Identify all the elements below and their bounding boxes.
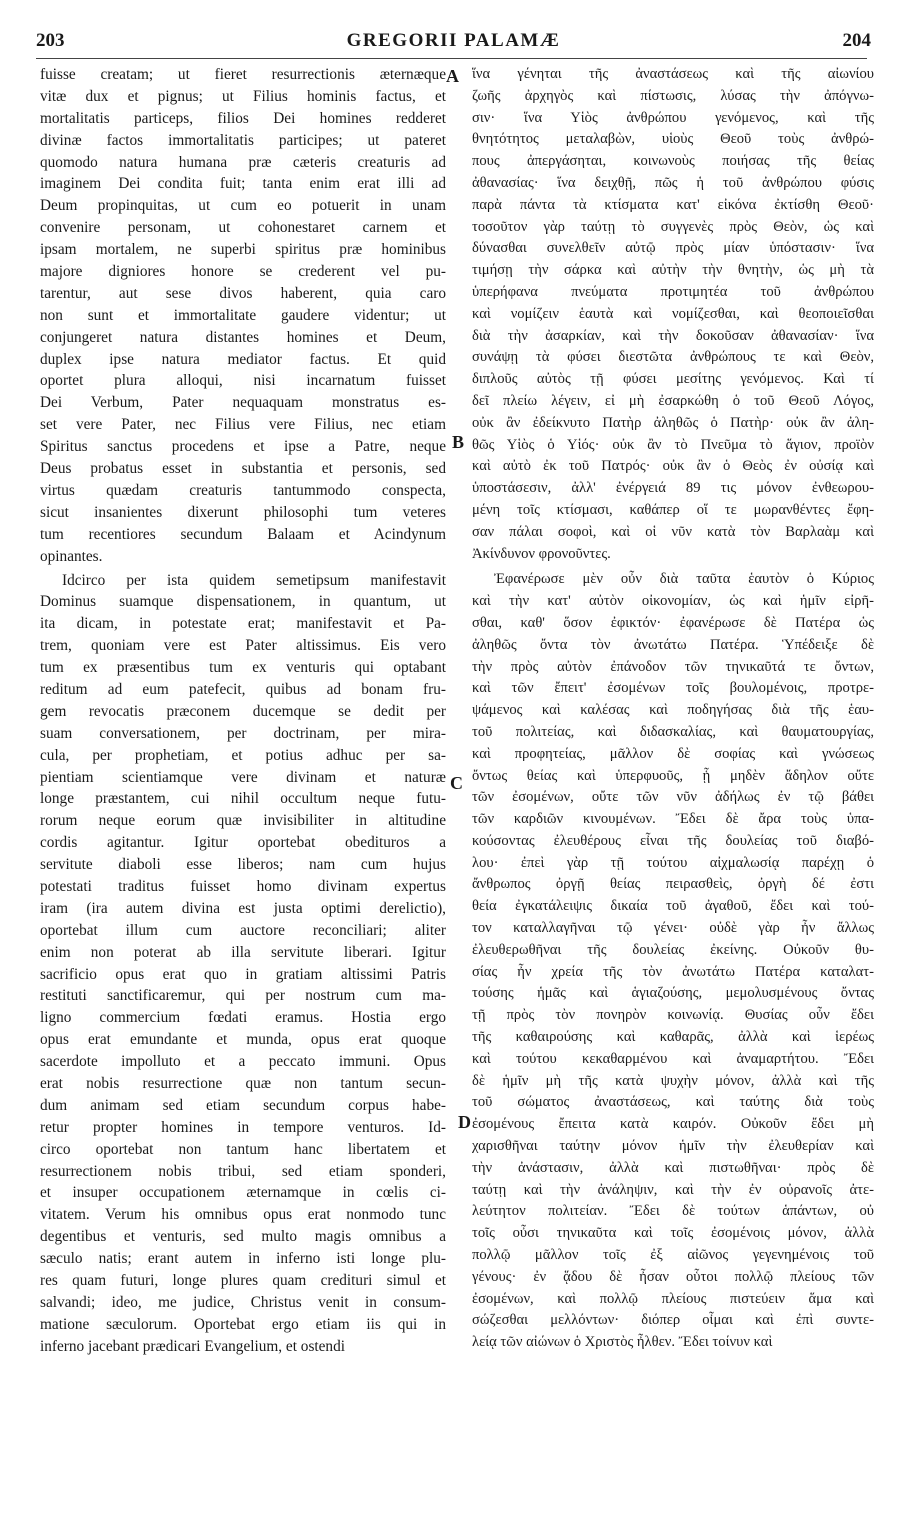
latin-text-line: Dei Verbum, Pater nequaquam monstratus es- bbox=[40, 394, 446, 412]
greek-text-line: καὶ νομίζειν ἑαυτὰ καὶ νομίζεσθαι, καὶ θεοποιεῖσθαι bbox=[472, 305, 874, 322]
latin-paragraph-2 bbox=[40, 570, 446, 1358]
greek-text-line: τιμήσῃ τὴν σάρκα καὶ αὐτὴν τὴν θνητὴν, ὡς μὴ τὰ bbox=[472, 262, 874, 279]
latin-text-line: sacrificio opus erat quo in gratiam altissimi Patris bbox=[40, 965, 446, 983]
latin-text-line: sicut insanientes dixerunt philosophi tum veteres bbox=[40, 503, 446, 521]
greek-text-line: τοσοῦτον γὰρ ταύτῃ τὸ συγγενὲς πρὸς Θεὸν, ὡς καὶ bbox=[472, 218, 874, 235]
latin-text-line: trem, quoniam vere est Pater altissimus. Eis vero bbox=[40, 637, 446, 655]
latin-text-line: cordis agitantur. Igitur oportebat obedituros a bbox=[40, 834, 446, 852]
greek-text-line: παρὰ πάντα τὰ κτίσματα κατ' εἰκόνα ἐκτίσθη Θεοῦ· bbox=[472, 196, 874, 213]
greek-text-line: σώζεσθαι μελλόντων· διόπερ οἶμαι καὶ ἐπὶ συντε- bbox=[472, 1312, 874, 1329]
greek-text-line: μένη τοῖς κτίσμασι, καθάπερ οἵ τε μωρανθέντες ἔφη- bbox=[472, 501, 874, 518]
latin-text-line: longe præstantem, cui nihil occultum neque futu- bbox=[40, 790, 446, 808]
greek-text-line: δεῖ πλείω λέγειν, εἰ μὴ ἐσαρκώθη ὁ τοῦ Θεοῦ Λόγος, bbox=[472, 392, 874, 409]
greek-text-line: καὶ αὐτὸ ἐκ τοῦ Πατρός· οὐκ ἂν ὁ Θεὸς ἐν οὐσίᾳ καὶ bbox=[472, 458, 874, 475]
latin-text-line: oportebat illum cum auctore reconciliari; aliter bbox=[40, 921, 446, 939]
margin-mark-d: D bbox=[458, 1112, 471, 1132]
latin-text-line: res quam futuri, longe plures quam credituri simul et bbox=[40, 1272, 446, 1289]
latin-text-line: Dominus suamque dispensationem, in quantum, ut bbox=[40, 593, 446, 611]
margin-mark-c: C bbox=[450, 773, 463, 793]
latin-text-line: non sunt et immortalitate gaudere videntur; ut bbox=[40, 306, 446, 324]
latin-text-line: opinantes. bbox=[40, 547, 103, 565]
latin-text-line: ipsam mortalem, ne superbi spiritus præ hominibus bbox=[40, 241, 446, 259]
greek-text-line: λείᾳ τῶν αἰώνων ὁ Χριστὸς ἦλθεν. Ἔδει τοίνυν καὶ bbox=[472, 1334, 773, 1351]
greek-text-line: θνητότητος μεταλαβὼν, υἱοὺς Θεοῦ τοὺς ἀνθρώ- bbox=[472, 131, 874, 148]
greek-text-line: ὑπερήφανα πνεύματα προτιμητέα τοῦ ἀνθρώπου bbox=[472, 283, 874, 300]
greek-text-line: συνάψῃ τὰ φύσει διεστῶτα ἀνθρώπους τε καὶ Θεὸν, bbox=[472, 349, 874, 366]
latin-text-line: virtus quædam creaturis tantummodo conspecta, bbox=[40, 481, 446, 499]
greek-text-line: τοῦ πολιτείας, καὶ διδασκαλίας, καὶ θαυματουργίας, bbox=[472, 723, 874, 740]
greek-text-line: ἐσομένους ἔπειτα κατὰ καιρόν. Οὐκοῦν ἔδει μὴ bbox=[472, 1116, 874, 1133]
greek-text-line: δύνασθαι συνελθεῖν αὐτῷ πρὸς μίαν ὑπόστασιν· ἵνα bbox=[472, 240, 874, 257]
latin-column bbox=[40, 64, 446, 1358]
latin-text-line: tarentur, aut sese divos haberent, quia caro bbox=[40, 284, 446, 302]
latin-text-line: tum ex præsentibus tum ex venturis qui optabant bbox=[40, 659, 446, 677]
greek-text-line: γένους· ἐν ᾅδου δὲ ἦσαν οὗτοι πολλῷ πλείους τῶν bbox=[472, 1268, 874, 1285]
greek-text-line: καὶ τούτου κεκαθαρμένου καὶ ἀναμαρτήτου. Ἔδει bbox=[472, 1050, 874, 1067]
latin-text-line: potestati traditus fuisset homo divinam expertus bbox=[40, 877, 446, 895]
latin-text-line: inferno jacebant prædicari Evangelium, et ostendi bbox=[40, 1337, 345, 1355]
latin-text-line: dum animam sed etiam secundum corpus habe- bbox=[40, 1096, 446, 1114]
greek-text-line: τῆς καθαιρούσης καὶ καθαρᾶς, ἀλλὰ καὶ ἱερέως bbox=[472, 1029, 874, 1046]
header-rule bbox=[36, 58, 867, 59]
latin-text-line: fuisse creatam; ut fieret resurrectionis æternæque bbox=[40, 66, 446, 83]
greek-text-line: καὶ τῶν ἔπειτ' ἐσομένων τοῖς βουλομένοις, προτρε- bbox=[472, 680, 874, 697]
greek-text-line: ταύτῃ καὶ τὴν ἀνάληψιν, καὶ τὴν ἐν οὐρανοῖς ἀτε- bbox=[472, 1181, 874, 1198]
greek-text-line: σίας ἦν χρεία τῆς τὸν ἀνωτάτω Πατέρα καταλατ- bbox=[472, 963, 874, 980]
latin-text-line: set vere Pater, nec Filius vere Filius, nec etiam bbox=[40, 416, 446, 434]
latin-text-line: conjungeret natura distantes homines et Deum, bbox=[40, 328, 446, 346]
greek-text-line: ὄντως θείας καὶ ὑπερφυοῦς, ᾗ μηδὲν ἄδηλον οὔτε bbox=[472, 767, 874, 784]
latin-text-line: opus erat emundante et munda, opus erat quoque bbox=[40, 1031, 446, 1049]
latin-text-line: erat nobis resurrectione quæ non tantum secun- bbox=[40, 1074, 446, 1092]
latin-text-line: degentibus et venturis, sed multo magis omnibus a bbox=[40, 1228, 446, 1246]
latin-text-line: ita dicam, in potestate erat; manifestavit et Pa- bbox=[40, 615, 446, 633]
greek-text-line: χαρισθῆναι ταύτην μόνον ἡμῖν τὴν ἐλευθερίαν καὶ bbox=[472, 1138, 874, 1155]
greek-text-line: ἐλευθερωθῆναι τῆς δουλείας ἐκείνης. Οὐκοῦν θυ- bbox=[472, 941, 874, 958]
latin-text-line: ligno commercium fœdati eramus. Hostia ergo bbox=[40, 1009, 446, 1027]
running-title: GREGORII PALAMÆ bbox=[346, 30, 561, 51]
greek-text-line: τοῦ σώματος ἀναστάσεως, καὶ ταύτης διὰ τοὺς bbox=[472, 1094, 874, 1111]
greek-text-line: ζωῆς ἀρχηγὸς καὶ πίστωσις, λύσας τὴν ἀπόγνω- bbox=[472, 87, 874, 104]
latin-text-line: vitatem. Verum his omnibus opus erat nonmodo tunc bbox=[40, 1206, 446, 1224]
greek-text-line: κούσοντας ἐλευθέρους εἶναι τῆς δουλείας τοῦ διαβό- bbox=[472, 832, 874, 849]
latin-text-line: Deus probatus esset in substantia et personis, sed bbox=[40, 460, 446, 478]
latin-text-line: convenire personam, ut cohonestaret carnem et bbox=[40, 219, 446, 237]
latin-text-line: pientiam scientiamque vere divinam et naturæ bbox=[40, 768, 446, 786]
latin-text-line: mortalitatis particeps, filios Dei homines redderet bbox=[40, 109, 446, 127]
latin-text-line: rorum neque eorum quæ invisibiliter in altitudine bbox=[40, 812, 446, 830]
greek-text-line: δὲ ἡμῖν μὴ τῆς κατὰ ψυχὴν μόνον, ἀλλὰ καὶ τῆς bbox=[472, 1072, 874, 1089]
greek-text-line: ὑποστάσεσιν, ἀλλ' ἐνέργειά 89 τις μόνον ἐνθεωρου- bbox=[472, 480, 874, 497]
greek-text-line: τῶν ἐσομένων, οὔτε τῶν νῦν ἀδήλως ἐν τῷ βάθει bbox=[472, 789, 874, 806]
greek-text-line: τούσης ἡμᾶς καὶ ἁγιαζούσης, μεμολυσμένους ὄντας bbox=[472, 985, 874, 1002]
latin-text-line: retur propter homines in tempore venturos. Id- bbox=[40, 1118, 446, 1136]
latin-text-line: Idcirco per ista quidem semetipsum manifestavit bbox=[62, 571, 446, 589]
greek-text-line: σαν πάλαι σοφοὶ, καὶ οἱ νῦν κατὰ τὸν Βαρλαὰμ καὶ bbox=[472, 523, 874, 540]
greek-text-line: τον καταλλαγῆναι τῷ γένει· οὐδὲ γὰρ ἦν ἄλλως bbox=[472, 920, 874, 937]
greek-text-line: πους ἀπεργάσηται, κοινωνοὺς ποιήσας τῆς θείας bbox=[472, 153, 874, 170]
latin-text-line: restituti sanctificaremur, qui per nostrum cum ma- bbox=[40, 987, 446, 1005]
greek-text-line: καὶ προφητείας, μᾶλλον δὲ σοφίας καὶ γνώσεως bbox=[472, 745, 874, 762]
greek-column bbox=[472, 64, 874, 1354]
greek-text-line: ἀληθῶς ὄντα τὸν ἀνωτάτω Πατέρα. Ὑπέδειξε δὲ bbox=[472, 636, 874, 653]
greek-text-line: ἄνθρωπος ὀργῇ θείας πειρασθεὶς, ὀργὴ δέ ἐστι bbox=[472, 876, 874, 893]
latin-paragraph-1 bbox=[40, 64, 446, 568]
greek-text-line: τὴν ἀνάστασιν, ἀλλὰ καὶ πιστωθῆναι· πρὸς δὲ bbox=[472, 1159, 874, 1176]
greek-text-line: θεία ἐγκατάλειψις δικαία τοῦ ἀγαθοῦ, ἔδει καὶ τού- bbox=[472, 898, 874, 915]
latin-text-line: Deum propinquitas, ut cum eo potuerit in unam bbox=[40, 197, 446, 215]
greek-text-line: Ἐφανέρωσε μὲν οὖν διὰ ταῦτα ἑαυτὸν ὁ Κύριος bbox=[494, 571, 874, 588]
greek-text-line: πολλῷ μᾶλλον τοῖς ἐξ αἰῶνος γεγενημένοις τοῦ bbox=[472, 1247, 874, 1264]
latin-text-line: servitute diaboli esse liberos; nam cum hujus bbox=[40, 856, 446, 874]
greek-text-line: καὶ τὴν κατ' αὐτὸν οἰκονομίαν, ὡς καὶ ἡμῖν εἰρῆ- bbox=[472, 593, 874, 610]
latin-text-line: quomodo natura humana præ cæteris creaturis ad bbox=[40, 153, 446, 171]
greek-text-line: ἵνα γένηται τῆς ἀναστάσεως καὶ τῆς αἰωνίου bbox=[472, 66, 874, 82]
greek-text-line: διπλοῦς αὐτὸς τῇ φύσει μεσίτης γενόμενος. Καὶ τί bbox=[472, 371, 874, 388]
latin-text-line: matione sæculorum. Oportebat ergo etiam iis qui in bbox=[40, 1315, 446, 1333]
latin-text-line: gem revocatis præconem ducemque se dedit per bbox=[40, 702, 446, 720]
greek-text-line: οὐκ ἂν ἐδείκνυτο Πατὴρ ἀληθῶς ὁ Πατὴρ· οὐκ ἂν ἀλη- bbox=[472, 414, 874, 431]
greek-text-line: ψάμενος καὶ καλέσας καὶ ποδηγήσας διὰ τῆς ἑαυ- bbox=[472, 702, 874, 719]
latin-text-line: resurrectionem nobis tribui, sed etiam sponderi, bbox=[40, 1162, 446, 1180]
latin-text-line: et insuper occupationem æternamque in cœlis ci- bbox=[40, 1184, 446, 1202]
greek-text-line: σιν· ἵνα Υἱὸς ἀνθρώπου γενόμενος, καὶ τῆς bbox=[472, 109, 874, 126]
page-number-left: 203 bbox=[36, 30, 65, 51]
greek-text-line: τῇ πρὸς τὸν πονηρὸν κοινωνίᾳ. Θυσίας οὖν ἔδει bbox=[472, 1007, 874, 1024]
latin-text-line: imaginem Dei condita fuit; tanta enim erat illi ad bbox=[40, 175, 446, 193]
greek-paragraph-1 bbox=[472, 64, 874, 565]
greek-text-line: λεύτητον πολιτείαν. Ἔδει δὲ τούτων ἁπάντων, οὐ bbox=[472, 1203, 874, 1220]
latin-text-line: circo oportebat non tantum hanc libertatem et bbox=[40, 1140, 446, 1158]
latin-text-line: cula, per prophetiam, et potius adhuc per sa- bbox=[40, 746, 446, 764]
latin-text-line: suam conversationem, per doctrinam, per mira- bbox=[40, 724, 446, 742]
latin-text-line: majore digniores honore se crederent vel pu- bbox=[40, 263, 446, 281]
latin-text-line: Spiritus sanctus procedens et ipse a Patre, neque bbox=[40, 438, 446, 456]
running-header bbox=[30, 30, 877, 60]
latin-text-line: sacerdote impolluto et a peccato immuni. Opus bbox=[40, 1053, 446, 1071]
greek-text-line: διὰ τὴν ἀσαρκίαν, καὶ τὴν δοκοῦσαν ἀθανασίαν· ἵνα bbox=[472, 327, 874, 344]
latin-text-line: divinæ factos immortalitatis participes; ut pateret bbox=[40, 131, 446, 149]
greek-text-line: λου· ἐπεὶ γὰρ τῇ τούτου αἰχμαλωσίᾳ παρέχῃ ὁ bbox=[472, 854, 874, 871]
latin-text-line: salvandi; ideo, me judice, Christus venit in consum- bbox=[40, 1293, 446, 1311]
greek-text-line: θῶς Υἱὸς ὁ Υἱός· οὐκ ἂν τὸ Πνεῦμα τὸ ἅγιον, προϊὸν bbox=[472, 436, 874, 453]
greek-text-line: ἐσομένων, καὶ πολλῷ πλείους πιστεύειν ἅμα καὶ bbox=[472, 1290, 874, 1307]
greek-text-line: ἀθανασίας· ἵνα δειχθῇ, πῶς ἡ τοῦ ἀνθρώπου φύσις bbox=[472, 174, 874, 191]
greek-text-line: σθαι, καθ' ὅσον ἐφικτόν· ἐφανέρωσε δὲ Πατέρα ὡς bbox=[472, 614, 874, 631]
latin-text-line: enim non poterat ab illa servitute liberari. Igitur bbox=[40, 943, 446, 961]
latin-text-line: tum recentiores secundum Balaam et Acindynum bbox=[40, 525, 446, 543]
latin-text-line: duplex ipse natura mediator factus. Et quid bbox=[40, 350, 446, 368]
latin-text-line: oportet plura alloqui, nisi incarnatum fuisset bbox=[40, 372, 446, 390]
latin-text-line: vitæ dux et pignus; ut Filius hominis factus, et bbox=[40, 87, 446, 105]
greek-text-line: Ἀκίνδυνον φρονοῦντες. bbox=[472, 545, 611, 562]
page-number-right: 204 bbox=[842, 30, 871, 51]
greek-paragraph-2 bbox=[472, 569, 874, 1354]
latin-text-line: reditum ad eum patefecit, quibus ad bonam fru- bbox=[40, 680, 446, 698]
latin-text-line: sæculo natis; erant autem in inferno isti longe plu- bbox=[40, 1250, 446, 1268]
latin-text-line: iram (ira autem divina est justa optimi derelictio), bbox=[40, 899, 446, 917]
margin-mark-b: B bbox=[452, 432, 465, 452]
greek-text-line: τῶν καρδιῶν κινουμένων. Ἔδει δὲ ἄρα τοὺς ὑπα- bbox=[472, 811, 874, 828]
greek-text-line: τὴν πρὸς αὐτὸν ἐπάνοδον τῶν τηνικαῦτά τε ὄντων, bbox=[472, 658, 874, 675]
greek-text-line: τοῖς οὖσι τηνικαῦτα καὶ τοῖς ἐσομένοις μόνον, ἀλλὰ bbox=[472, 1225, 874, 1242]
margin-mark-a: A bbox=[446, 66, 459, 86]
